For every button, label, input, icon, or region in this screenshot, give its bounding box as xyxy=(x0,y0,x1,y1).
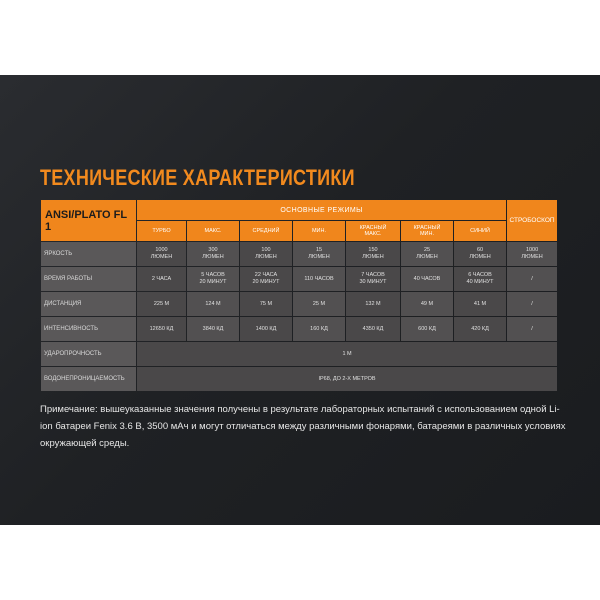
spec-cell: 1000 ЛЮМЕН xyxy=(507,242,557,266)
water-row xyxy=(41,367,557,391)
mode-name: КРАСНЫЙ МИН. xyxy=(401,221,453,241)
impact-row xyxy=(41,342,557,366)
spec-cell: 1000 ЛЮМЕН xyxy=(137,242,186,266)
model-label: ANSI/PLATO FL 1 xyxy=(41,200,136,241)
row-label: ВРЕМЯ РАБОТЫ xyxy=(41,267,136,291)
mode-name: МИН. xyxy=(293,221,345,241)
spec-cell: 100 ЛЮМЕН xyxy=(240,242,292,266)
spec-cell: 40 ЧАСОВ xyxy=(401,267,453,291)
spec-cell: 15 ЛЮМЕН xyxy=(293,242,345,266)
spec-cell: 132 М xyxy=(346,292,400,316)
spec-cell: 49 М xyxy=(401,292,453,316)
mode-name: МАКС. xyxy=(187,221,239,241)
spec-cell: 41 М xyxy=(454,292,506,316)
modes-header: ОСНОВНЫЕ РЕЖИМЫ xyxy=(137,200,506,220)
spec-cell: 124 М xyxy=(187,292,239,316)
mode-name: СИНИЙ xyxy=(454,221,506,241)
spec-cell: 4350 КД xyxy=(346,317,400,341)
spec-cell: / xyxy=(507,317,557,341)
spec-row xyxy=(41,317,557,341)
spec-cell: 150 ЛЮМЕН xyxy=(346,242,400,266)
row-label: ВОДОНЕПРОНИЦАЕМОСТЬ xyxy=(41,367,136,391)
spec-cell: 160 КД xyxy=(293,317,345,341)
spec-cell: 5 ЧАСОВ 20 МИНУТ xyxy=(187,267,239,291)
spec-table xyxy=(40,199,558,392)
strobe-header: СТРОБОСКОП xyxy=(507,200,557,241)
spec-cell: 600 КД xyxy=(401,317,453,341)
footnote: Примечание: вышеуказанные значения получены в результате лабораторных испытаний с использованием одной Li-ion батареи Fenix 3.6 В, 3500 мАч и могут отличаться между различными фонарями, батареями в различных условиях окружающей среды. xyxy=(40,404,566,449)
spec-row xyxy=(41,292,557,316)
row-label: ИНТЕНСИВНОСТЬ xyxy=(41,317,136,341)
spec-row xyxy=(41,267,557,291)
spec-cell: 25 М xyxy=(293,292,345,316)
spec-cell: 22 ЧАСА 20 МИНУТ xyxy=(240,267,292,291)
spec-cell: 110 ЧАСОВ xyxy=(293,267,345,291)
page-title: ТЕХНИЧЕСКИЕ ХАРАКТЕРИСТИКИ xyxy=(40,165,355,190)
row-label: УДАРОПРОЧНОСТЬ xyxy=(41,342,136,366)
spec-row xyxy=(41,242,557,266)
spec-cell: 7 ЧАСОВ 30 МИНУТ xyxy=(346,267,400,291)
spec-cell: 225 М xyxy=(137,292,186,316)
spec-cell: 2 ЧАСА xyxy=(137,267,186,291)
spec-cell: / xyxy=(507,267,557,291)
spec-cell: 420 КД xyxy=(454,317,506,341)
spec-cell: 12650 КД xyxy=(137,317,186,341)
spec-panel xyxy=(0,75,600,525)
spec-cell: 3840 КД xyxy=(187,317,239,341)
row-label: ДИСТАНЦИЯ xyxy=(41,292,136,316)
mode-name: СРЕДНИЙ xyxy=(240,221,292,241)
spec-cell: 1400 КД xyxy=(240,317,292,341)
mode-name: КРАСНЫЙ МАКС. xyxy=(346,221,400,241)
spec-cell: / xyxy=(507,292,557,316)
spec-cell: 60 ЛЮМЕН xyxy=(454,242,506,266)
mode-name: ТУРБО xyxy=(137,221,186,241)
impact-value: 1 М xyxy=(137,342,557,366)
spec-cell: 6 ЧАСОВ 40 МИНУТ xyxy=(454,267,506,291)
spec-cell: 25 ЛЮМЕН xyxy=(401,242,453,266)
water-value: IP68, ДО 2-Х МЕТРОВ xyxy=(137,367,557,391)
row-label: ЯРКОСТЬ xyxy=(41,242,136,266)
spec-cell: 300 ЛЮМЕН xyxy=(187,242,239,266)
spec-cell: 75 М xyxy=(240,292,292,316)
